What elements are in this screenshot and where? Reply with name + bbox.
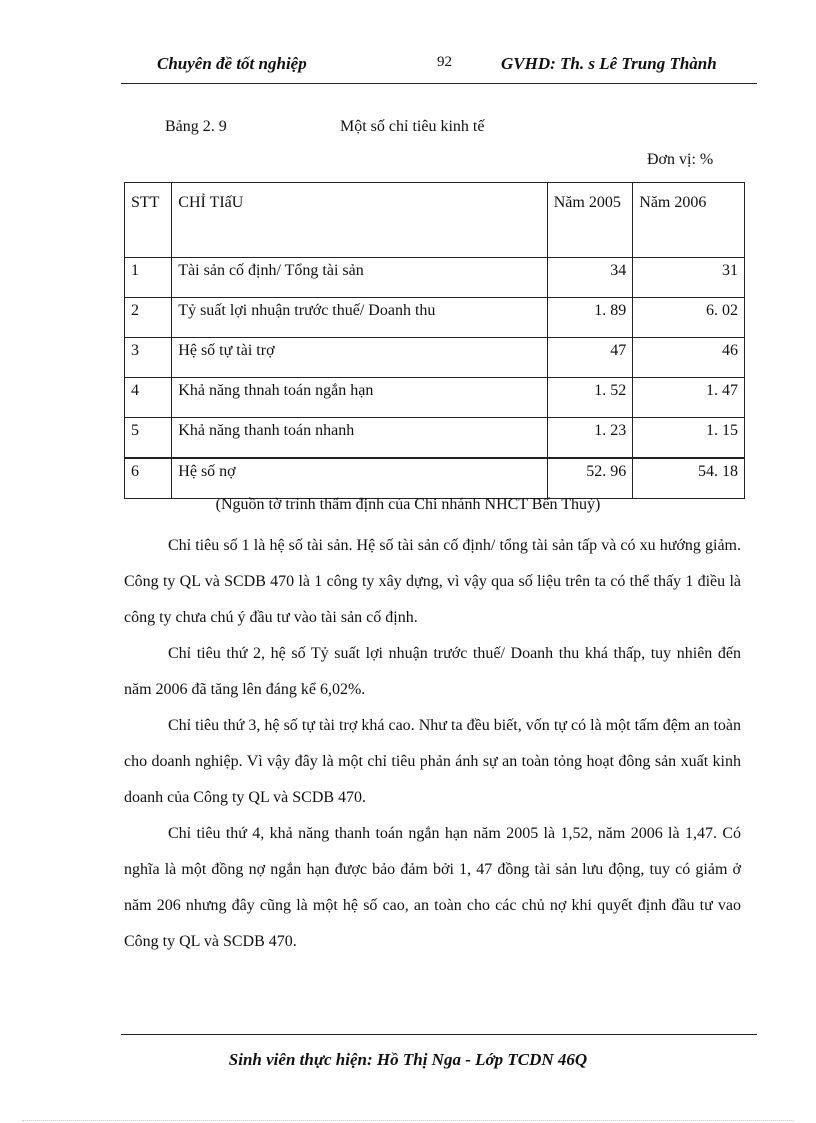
header-thesis-title: Chuyên đề tốt nghiệp <box>157 54 307 73</box>
paragraph: Chỉ tiêu thứ 3, hệ số tự tài trợ khá cao. Như ta đều biết, vốn tự có là một tấm đệm an toàn cho doanh nghiệp. Vì vậy đây là một chỉ tiêu phản ánh sự an toàn tỏng hoạt đông sản xuất kinh doanh của Công ty QL và SCDB 470. <box>124 717 741 806</box>
cell-2005: 1. 23 <box>547 418 633 459</box>
header-indicator: CHỈ TIấU <box>172 183 547 258</box>
cell-2005: 1. 52 <box>547 378 633 418</box>
header-advisor: GVHD: Th. s Lê Trung Thành <box>501 54 717 73</box>
analysis-text <box>124 528 741 960</box>
cell-2005: 52. 96 <box>547 458 633 499</box>
table-row <box>125 458 745 499</box>
paragraph: Chỉ tiêu thứ 2, hệ số Tỷ suất lợi nhuận trước thuế/ Doanh thu khá thấp, tuy nhiên đến năm 2006 đã tăng lên đáng kể 6,02%. <box>124 645 741 698</box>
cell-2005: 47 <box>547 338 633 378</box>
cell-indicator: Hệ số tự tài trợ <box>172 338 547 378</box>
header-year-2005: Năm 2005 <box>547 183 633 258</box>
cell-2005: 34 <box>547 258 633 298</box>
table-caption-title: Một số chỉ tiêu kinh tế <box>340 118 485 135</box>
table-row <box>125 298 745 338</box>
cell-stt: 2 <box>125 298 172 338</box>
cell-indicator: Hệ số nợ <box>172 458 547 499</box>
cell-2005: 1. 89 <box>547 298 633 338</box>
cell-2006: 1. 15 <box>633 418 745 459</box>
page-edge-divider <box>22 1120 794 1121</box>
cell-stt: 4 <box>125 378 172 418</box>
table-header-row <box>125 183 745 258</box>
footer-divider <box>121 1034 757 1035</box>
table-unit: Đơn vị: % <box>647 151 714 168</box>
table-row <box>125 338 745 378</box>
cell-stt: 3 <box>125 338 172 378</box>
table-row <box>125 258 745 298</box>
cell-stt: 5 <box>125 418 172 459</box>
paragraph: Chỉ tiêu số 1 là hệ số tài sản. Hệ số tài sản cố định/ tổng tài sản tấp và có xu hướng giảm. Công ty QL và SCDB 470 là 1 công ty xây dựng, vì vậy qua số liệu trên ta có thể thấy 1 điều là công ty chưa chú ý đầu tư vào tài sản cố định. <box>124 537 741 626</box>
cell-2006: 1. 47 <box>633 378 745 418</box>
table-source-note: (Nguồn tờ trình thẩm định của Chi nhánh NHCT Bến Thuỷ) <box>215 496 601 513</box>
header-divider <box>121 83 757 84</box>
page-footer: Sinh viên thực hiện: Hồ Thị Nga - Lớp TCDN 46Q <box>228 1050 588 1069</box>
cell-indicator: Khả năng thnah toán ngắn hạn <box>172 378 547 418</box>
cell-2006: 6. 02 <box>633 298 745 338</box>
paragraph: Chỉ tiêu thứ 4, khả năng thanh toán ngắn hạn năm 2005 là 1,52, năm 2006 là 1,47. Có nghĩa là một đồng nợ ngắn hạn được bảo đảm bởi 1, 47 đồng tài sản lưu động, tuy có giảm ở năm 206 nhưng đây cũng là một hệ số cao, an toàn cho các chủ nợ khi quyết định đầu tư vao Công ty QL và SCDB 470. <box>124 825 741 950</box>
cell-indicator: Tỷ suất lợi nhuận trước thuế/ Doanh thu <box>172 298 547 338</box>
cell-2006: 46 <box>633 338 745 378</box>
page-header <box>0 50 816 80</box>
table-row <box>125 418 745 459</box>
header-year-2006: Năm 2006 <box>633 183 745 258</box>
cell-indicator: Khả năng thanh toán nhanh <box>172 418 547 459</box>
table-row <box>125 378 745 418</box>
header-stt: STT <box>125 183 172 258</box>
cell-stt: 6 <box>125 458 172 499</box>
cell-2006: 31 <box>633 258 745 298</box>
cell-stt: 1 <box>125 258 172 298</box>
indicator-table <box>124 182 745 499</box>
table-caption-label: Bảng 2. 9 <box>165 118 227 135</box>
cell-2006: 54. 18 <box>633 458 745 499</box>
page-number: 92 <box>437 54 452 70</box>
cell-indicator: Tài sản cố định/ Tổng tài sản <box>172 258 547 298</box>
